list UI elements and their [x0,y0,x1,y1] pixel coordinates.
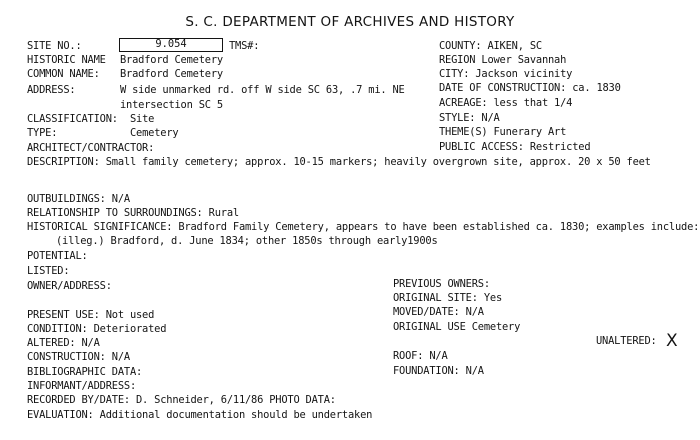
unaltered-check-mark: X [666,331,678,351]
historical-significance-cont: (illeg.) Bradford, d. June 1834; other 1850s through early1900s [56,235,438,247]
outbuildings: OUTBUILDINGS: N/A [27,193,130,205]
roof: ROOF: N/A [393,350,448,362]
city: CITY: Jackson vicinity [439,68,573,80]
bibliographic-data: BIBLIOGRAPHIC DATA: [27,366,143,378]
common-name-label: COMMON NAME: [27,68,100,80]
potential: POTENTIAL: [27,250,88,262]
county: COUNTY: AIKEN, SC [439,40,542,52]
date-of-construction: DATE OF CONSTRUCTION: ca. 1830 [439,82,621,94]
recorded-by-date: RECORDED BY/DATE: D. Schneider, 6/11/86 PHOTO DATA: [27,394,336,406]
site-no-label: SITE NO.: [27,40,82,52]
architect-label: ARCHITECT/CONTRACTOR: [27,142,155,154]
previous-owners: PREVIOUS OWNERS: [393,278,490,290]
type-label: TYPE: [27,127,58,139]
address-line-2: intersection SC 5 [120,99,223,111]
moved-date: MOVED/DATE: N/A [393,306,484,318]
type-value: Cemetery [130,127,179,139]
address-line-1: W side unmarked rd. off W side SC 63, .7 mi. NE [120,84,405,96]
public-access: PUBLIC ACCESS: Restricted [439,141,591,153]
foundation: FOUNDATION: N/A [393,365,484,377]
themes: THEME(S) Funerary Art [439,126,567,138]
unaltered-label: UNALTERED: [596,335,657,347]
evaluation: EVALUATION: Additional documentation should be undertaken [27,409,373,421]
relationship-to-surroundings: RELATIONSHIP TO SURROUNDINGS: Rural [27,207,239,219]
tms-label: TMS#: [229,40,260,52]
listed: LISTED: [27,265,70,277]
style: STYLE: N/A [439,112,500,124]
original-use: ORIGINAL USE Cemetery [393,321,521,333]
historic-name-value: Bradford Cemetery [120,54,223,66]
historical-significance: HISTORICAL SIGNIFICANCE: Bradford Family Cemetery, appears to have been established ca. 1830; examples include: [27,221,700,233]
present-use: PRESENT USE: Not used [27,309,155,321]
address-label: ADDRESS: [27,84,76,96]
description: DESCRIPTION: Small family cemetery; approx. 10-15 markers; heavily overgrown site, approx. 20 x 50 feet [27,156,651,168]
form-title: S. C. DEPARTMENT OF ARCHIVES AND HISTORY [185,14,515,30]
informant-address: INFORMANT/ADDRESS: [27,380,137,392]
classification-label: CLASSIFICATION: [27,113,118,125]
altered: ALTERED: N/A [27,337,100,349]
site-no-value: 9.054 [155,38,187,50]
region: REGION Lower Savannah [439,54,567,66]
classification-value: Site [130,113,155,125]
acreage: ACREAGE: less that 1/4 [439,97,573,109]
owner-address: OWNER/ADDRESS: [27,280,112,292]
condition: CONDITION: Deteriorated [27,323,167,335]
historic-name-label: HISTORIC NAME [27,54,106,66]
original-site: ORIGINAL SITE: Yes [393,292,503,304]
construction: CONSTRUCTION: N/A [27,351,130,363]
common-name-value: Bradford Cemetery [120,68,223,80]
